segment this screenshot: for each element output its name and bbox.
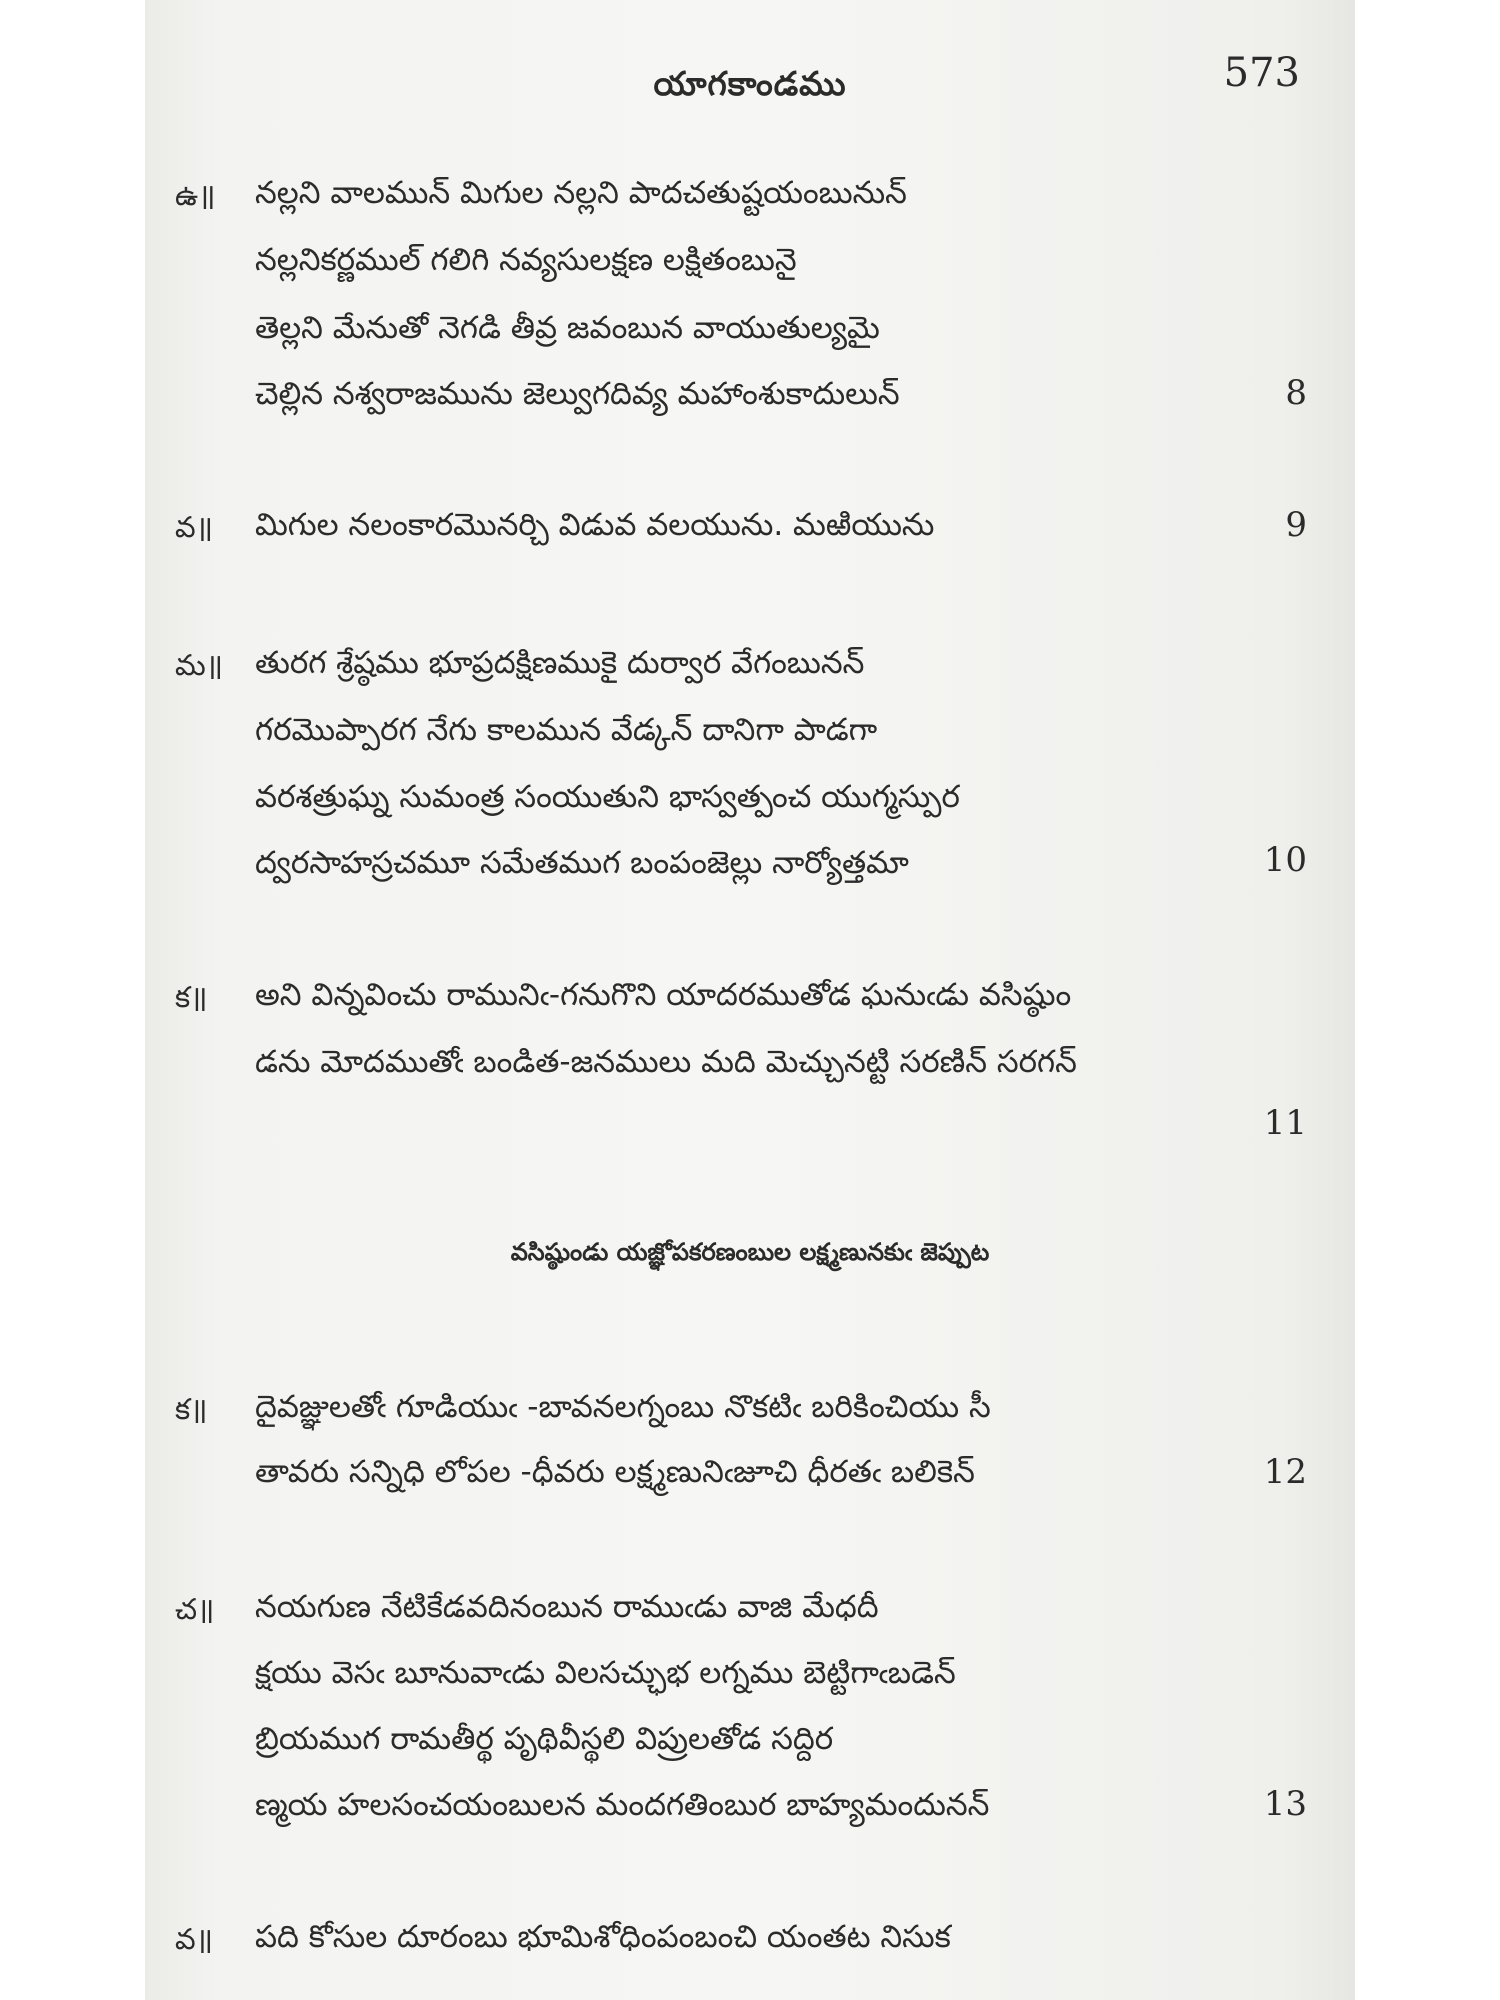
- left-margin: [0, 0, 145, 2000]
- verse-line: నల్లనికర్ణముల్ గలిగి నవ్యసులక్షణ లక్షితంబునై: [255, 242, 797, 278]
- verse-line: గరమొప్పారగ నేగు కాలమున వేడ్కన్ దానిగా పాడగా: [255, 712, 878, 748]
- verse-number: 10: [1263, 840, 1307, 880]
- verse-line: బ్రియముగ రామతీర్థ పృథివీస్థలి విప్రులతోడ సద్దిర: [255, 1721, 834, 1757]
- book-page: [145, 0, 1355, 2000]
- verse-line: దైవజ్ఞులతోఁ గూడియుఁ -బావనలగ్నంబు నొకటిఁ బరికించియు సీ: [255, 1389, 991, 1425]
- verse-line: పది కోసుల దూరంబు భూమిశోధింపంబంచి యంతట నిసుక: [255, 1919, 951, 1955]
- meter-label: చ॥: [175, 1592, 215, 1626]
- verse-line: నల్లని వాలమున్ మిగుల నల్లని పాదచతుష్టయంబునున్: [255, 175, 907, 211]
- running-title: యాగకాండము: [653, 64, 847, 103]
- verse-line: వరశత్రుఘ్న సుమంత్ర సంయుతుని భాస్వత్పంచ యుగ్మస్పుర: [255, 779, 960, 815]
- verse-line: నయగుణ నేటికేడవదినంబున రాముఁడు వాజి మేధదీ: [255, 1589, 879, 1625]
- verse-line: తెల్లని మేనుతో నెగడి తీవ్ర జవంబున వాయుతుల్యమై: [255, 310, 880, 346]
- verse-line: తురగ శ్రేష్ఠము భూప్రదక్షిణముకై దుర్వార వేగంబునన్: [255, 645, 865, 681]
- verse-line: క్షయు వెసఁ బూనువాఁడు విలసచ్ఛుభ లగ్నము బెట్టిగాఁబడెన్: [255, 1655, 956, 1691]
- verse-line: ణ్మయ హలసంచయంబులన మందగతింబుర బాహ్యమందునన్: [255, 1787, 990, 1823]
- meter-label: క॥: [175, 1392, 208, 1426]
- verse-number: 12: [1263, 1452, 1307, 1492]
- page-number: 573: [1223, 50, 1300, 96]
- right-margin: [1355, 0, 1500, 2000]
- verse-line: డను మోదముతోఁ బండిత-జనములు మది మెచ్చునట్టి సరణిన్ సరగన్: [255, 1044, 1077, 1080]
- verse-number: 9: [1285, 505, 1307, 545]
- meter-label: మ॥: [175, 648, 224, 682]
- meter-label: క॥: [175, 980, 208, 1014]
- verse-number: 13: [1263, 1784, 1307, 1824]
- verse-line: తావరు సన్నిధి లోపల -ధీవరు లక్ష్మణునిఁజూచి ధీరతఁ బలికెన్: [255, 1454, 975, 1490]
- section-heading: వసిష్ఠుండు యజ్ఞోపకరణంబుల లక్ష్మణునకుఁ జెప్పుట: [510, 1238, 990, 1266]
- verse-line: ద్వరసాహస్రచమూ సమేతముగ బంపంజెల్లు నార్యోత్తమా: [255, 845, 909, 881]
- meter-label: వ॥: [175, 1922, 213, 1956]
- verse-number: 11: [1263, 1103, 1307, 1143]
- verse-number: 8: [1285, 373, 1307, 413]
- meter-label: వ॥: [175, 510, 213, 544]
- meter-label: ఉ॥: [175, 178, 216, 212]
- verse-line: మిగుల నలంకారమొనర్చి విడువ వలయును. మఱియును: [255, 507, 935, 543]
- verse-line: చెల్లిన నశ్వరాజమును జెల్వుగదివ్య మహాంశుకాదులున్: [255, 376, 900, 412]
- verse-line: అని విన్నవించు రామునిఁ-గనుగొని యాదరముతోడ ఘనుఁడు వసిష్ఠుం: [255, 977, 1072, 1013]
